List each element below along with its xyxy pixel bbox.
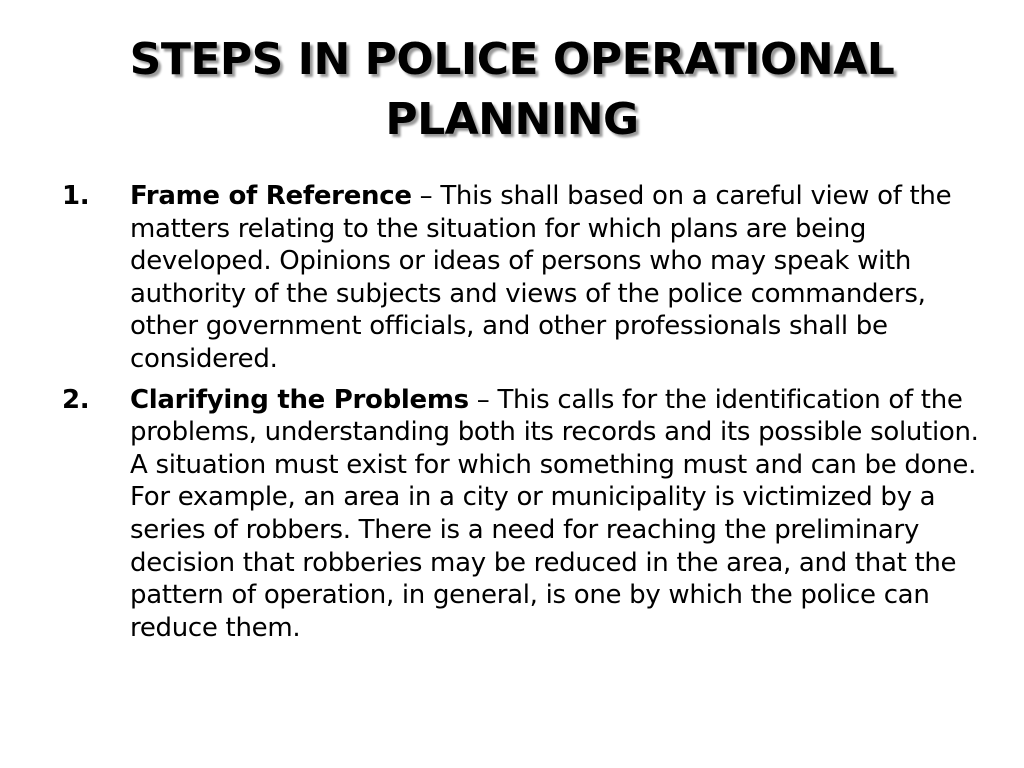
- step-number: 1.: [62, 181, 90, 211]
- step-item-frame-of-reference: [62, 180, 982, 376]
- slide-title: STEPS IN POLICE OPERATIONAL PLANNING: [129, 34, 895, 145]
- step-item-clarifying-the-problems: [62, 384, 982, 645]
- steps-list: [62, 180, 982, 652]
- step-description: This shall based on a careful view of the matters relating to the situation for which plans are being developed. Opinions or ideas of persons who may speak with authority of the subjects and views of the police commanders, other government officials, and other professionals shall be considered.: [130, 181, 952, 374]
- step-separator: –: [411, 181, 441, 211]
- step-number: 2.: [62, 384, 90, 415]
- step-separator: –: [468, 384, 498, 415]
- step-description: This calls for the identification of the problems, understanding both its records and its possible solution. A situation must exist for which something must and can be done. For example, an area in a city or municipality is victimized by a series of robbers. There is a need for reaching the preliminary decision that robberies may be reduced in the area, and that the pattern of operation, in general, is one by which the police can reduce them.: [130, 384, 979, 643]
- step-term: Clarifying the Problems: [130, 384, 469, 415]
- step-term: Frame of Reference: [130, 181, 412, 211]
